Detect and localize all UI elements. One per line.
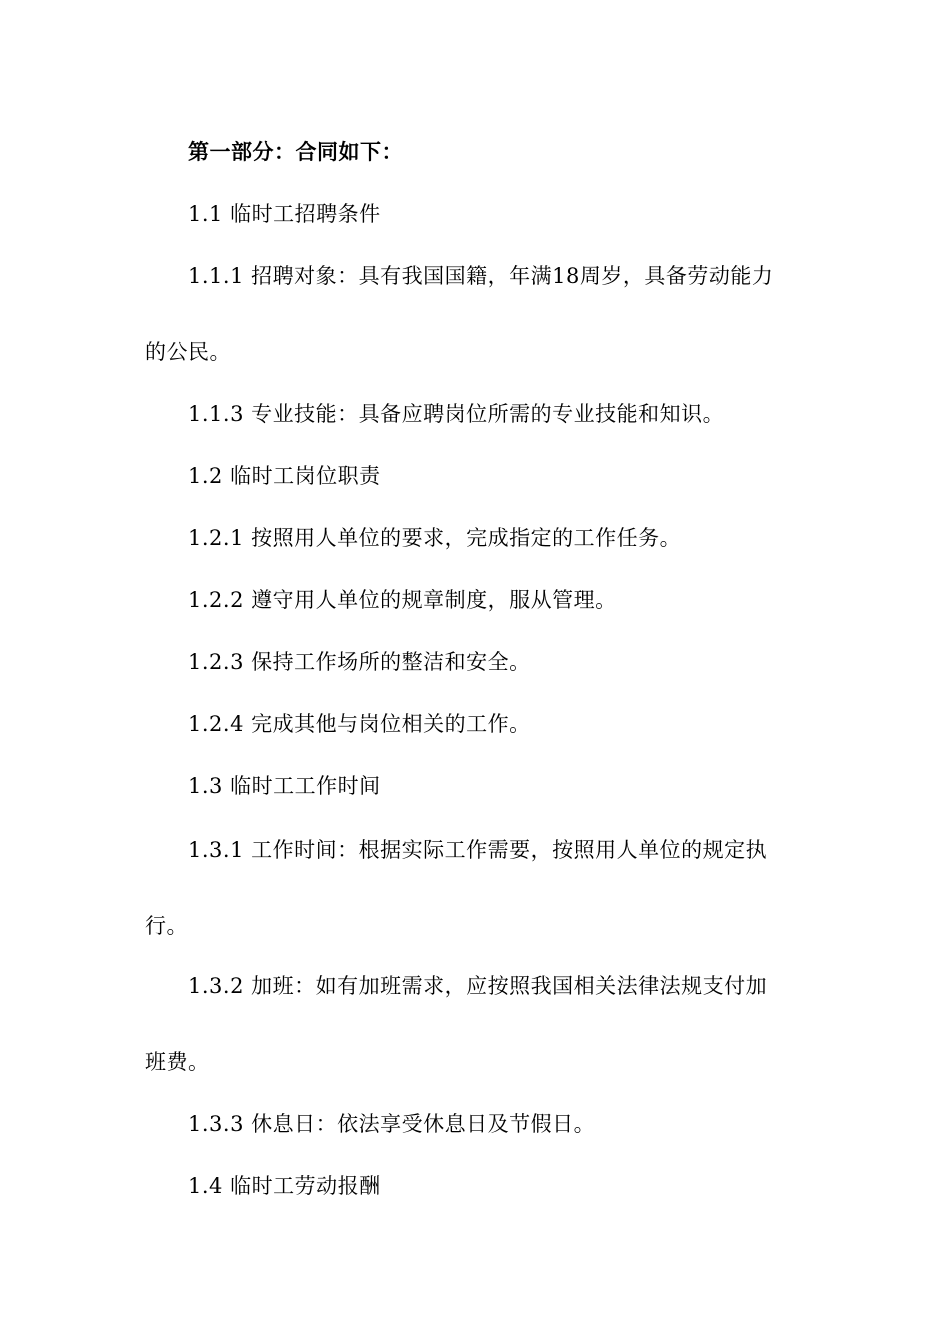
clause-1-3-title: 1.3 临时工工作时间 xyxy=(188,774,381,798)
clause-1-2-title: 1.2 临时工岗位职责 xyxy=(188,464,381,488)
clause-1-3-1-line1: 1.3.1 工作时间：根据实际工作需要，按照用人单位的规定执 xyxy=(188,838,768,862)
clause-1-2-2: 1.2.2 遵守用人单位的规章制度，服从管理。 xyxy=(188,588,617,612)
clause-1-1-1-line1: 1.1.1 招聘对象：具有我国国籍，年满18周岁，具备劳动能力 xyxy=(188,264,774,288)
clause-1-3-1-line2: 行。 xyxy=(145,914,188,938)
clause-1-2-3: 1.2.3 保持工作场所的整洁和安全。 xyxy=(188,650,531,674)
clause-1-4-title: 1.4 临时工劳动报酬 xyxy=(188,1174,381,1198)
clause-1-3-2-line2: 班费。 xyxy=(145,1050,210,1074)
clause-1-1-title: 1.1 临时工招聘条件 xyxy=(188,202,381,226)
section-heading: 第一部分：合同如下： xyxy=(188,139,403,164)
clause-1-1-3: 1.1.3 专业技能：具备应聘岗位所需的专业技能和知识。 xyxy=(188,402,725,426)
clause-1-2-1: 1.2.1 按照用人单位的要求，完成指定的工作任务。 xyxy=(188,526,682,550)
clause-1-3-2-line1: 1.3.2 加班：如有加班需求，应按照我国相关法律法规支付加 xyxy=(188,974,768,998)
clause-1-1-1-line2: 的公民。 xyxy=(145,340,231,364)
clause-1-2-4: 1.2.4 完成其他与岗位相关的工作。 xyxy=(188,712,531,736)
clause-1-3-3: 1.3.3 休息日：依法享受休息日及节假日。 xyxy=(188,1112,596,1136)
